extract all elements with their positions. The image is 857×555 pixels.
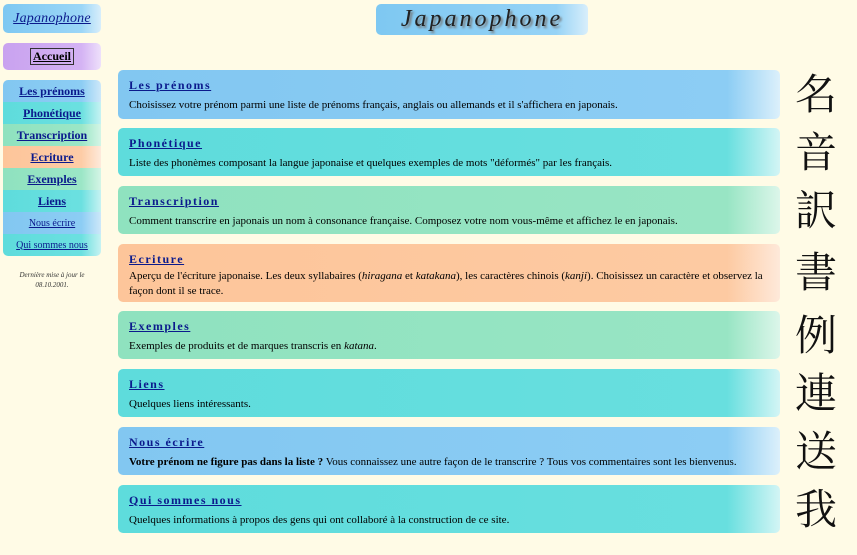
sidebar-logo[interactable] [3,4,101,33]
section-description: Comment transcrire en japonais un nom à consonance française. Composez votre nom vous-même et affichez le en japonais. [129,215,678,227]
section-description [129,339,768,354]
section-title-link[interactable]: Transcription [129,194,219,208]
section-transcription [118,186,780,234]
home-button[interactable] [3,43,101,70]
section-nous-ecrire [118,427,780,475]
section-description: Quelques informations à propos des gens qui ont collaboré à la construction de ce site. [129,514,510,526]
sidebar-item-liens[interactable]: Liens [3,190,101,212]
desc-text: Aperçu de l'écriture japonaise. Les deux syllabaires ( [129,270,362,282]
section-title-link[interactable]: Nous écrire [129,435,205,449]
kanji-phonetique: 音 [794,128,837,177]
section-phonetique [118,128,780,176]
sidebar-item-transcription[interactable]: Transcription [3,124,101,146]
section-description: Liste des phonèmes composant la langue japonaise et quelques exemples de mots "déformés" par les français. [129,157,613,169]
section-title-link[interactable]: Exemples [129,319,191,333]
desc-term-katakana: katakana [415,270,457,282]
desc-emphasis: Votre prénom ne figure pas dans la liste ? [129,456,324,468]
kanji-nous-ecrire: 送 [794,427,837,476]
page-title: Japanophone [400,6,564,32]
desc-text: ), les caractères chinois ( [456,270,566,282]
sidebar-item-phonetique[interactable]: Phonétique [3,102,101,124]
kanji-qui-sommes-nous: 我 [794,485,837,534]
section-title-link[interactable]: Liens [129,377,165,391]
section-prenoms [118,70,780,119]
section-liens [118,369,780,417]
desc-term-katana: katana [344,340,375,352]
sidebar-item-qui-sommes-nous[interactable]: Qui sommes nous [3,234,101,256]
desc-term-hiragana: hiragana [361,270,403,282]
section-title-link[interactable]: Les prénoms [129,78,212,92]
kanji-prenoms: 名 [794,70,837,119]
sidebar-item-nous-ecrire[interactable]: Nous écrire [3,212,101,234]
kanji-transcription: 訳 [794,186,837,235]
sidebar-item-prenoms[interactable]: Les prénoms [3,80,101,102]
kanji-liens: 連 [794,369,837,418]
kanji-ecriture: 書 [794,248,837,297]
desc-text: et [402,270,416,282]
desc-text: Exemples de produits et de marques transcris en [129,340,345,352]
section-description: Quelques liens intéressants. [129,398,251,410]
section-description [129,455,768,470]
last-update-text: Dernière mise à jour le 08.10.2001. [19,271,85,289]
home-button-label[interactable]: Accueil [30,48,74,65]
section-exemples [118,311,780,359]
sidebar-nav [3,80,101,256]
section-description: Choisissez votre prénom parmi une liste de prénoms français, anglais ou allemands et il s'affichera en japonais. [129,99,618,111]
sidebar-logo-link[interactable]: Japanophone [13,10,91,26]
page-header [376,4,588,35]
section-ecriture [118,244,780,302]
section-description [129,269,768,299]
desc-term-kanji: kanji [565,270,588,282]
sidebar-item-exemples[interactable]: Exemples [3,168,101,190]
section-title-link[interactable]: Ecriture [129,252,185,266]
desc-text: . [374,340,377,352]
section-title-link[interactable]: Qui sommes nous [129,493,242,507]
kanji-exemples: 例 [794,311,837,360]
section-qui-sommes-nous [118,485,780,533]
desc-text: Vous connaissez une autre façon de le transcrire ? Tous vos commentaires sont les bienvenus. [323,456,737,468]
sidebar-item-ecriture[interactable]: Ecriture [3,146,101,168]
section-title-link[interactable]: Phonétique [129,136,203,150]
desc-text: ). Choisissez un caractère et observez la façon dont il se trace. [129,270,763,297]
